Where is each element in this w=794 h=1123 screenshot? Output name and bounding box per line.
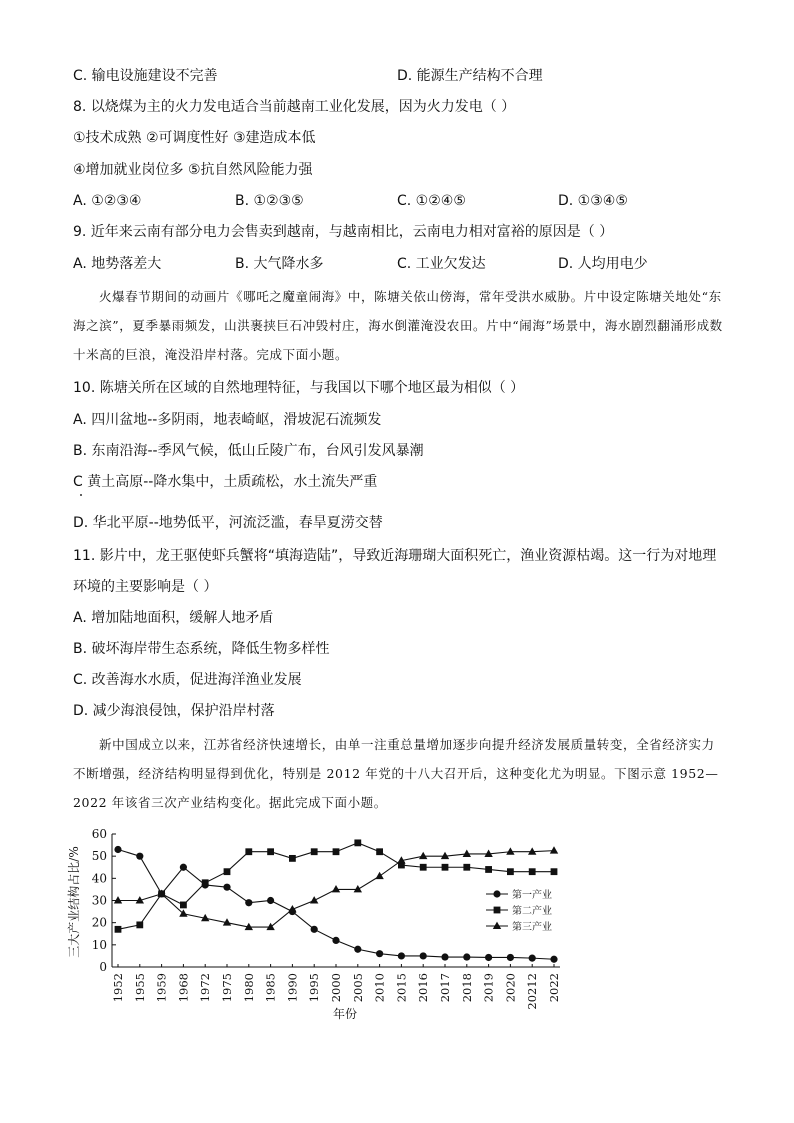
series-2-point [507, 868, 514, 875]
series-1-point [398, 952, 405, 959]
series-2-point [463, 864, 470, 871]
series-3-point [375, 872, 383, 879]
series-1-point [267, 897, 274, 904]
x-tick-label: 2017 [438, 973, 452, 1003]
legend-marker [494, 907, 501, 914]
q10-option-a: A. 四川盆地--多阴雨，地表崎岖，滑坡泥石流频发 [73, 412, 382, 428]
x-tick-label: 2005 [350, 973, 365, 1003]
x-tick-label: 1955 [132, 973, 147, 1003]
q8-option-b: B. ①②③⑤ [235, 193, 304, 209]
series-3-point [354, 885, 362, 892]
series-1-point [332, 937, 339, 944]
series-3-point [419, 852, 427, 859]
question-8-items-2: ④增加就业岗位多 ⑤抗自然风险能力强 [73, 162, 313, 178]
series-2-point [245, 848, 252, 855]
x-tick-label: 2020 [503, 973, 518, 1003]
series-1-point [529, 955, 536, 962]
q9-option-b: B. 大气降水多 [235, 256, 324, 272]
y-tick-label: 60 [91, 827, 107, 841]
series-2-point [376, 848, 383, 855]
x-tick-label: 1959 [154, 973, 169, 1003]
y-tick-label: 20 [91, 915, 107, 930]
series-1-point [550, 956, 557, 963]
series-3-point [310, 896, 318, 903]
y-tick-label: 40 [91, 871, 107, 886]
q9-option-d: D. 人均用电少 [558, 256, 648, 272]
x-tick-label: 1985 [263, 973, 278, 1003]
legend-marker [493, 922, 501, 929]
question-10: 10. 陈塘关所在区域的自然地理特征，与我国以下哪个地区最为相似（ ） [73, 380, 525, 396]
x-tick-label: 2019 [481, 973, 496, 1003]
x-tick-label: 1980 [241, 973, 256, 1003]
x-tick-label: 2016 [416, 973, 431, 1003]
series-3-point [463, 850, 471, 857]
x-tick-label: 1972 [198, 973, 213, 1003]
q11-option-d: D. 减少海浪侵蚀，保护沿岸村落 [73, 703, 275, 719]
x-tick-label: 1990 [285, 973, 300, 1003]
series-2-point [289, 855, 296, 862]
q9-option-c: C. 工业欠发达 [397, 256, 486, 272]
passage-jiangsu: 新中国成立以来，江苏省经济快速增长，由单一注重总量增加逐步向提升经济发展质量转变，全省经济实力不断增强，经济结构明显得到优化，特别是 2012 年党的十八大召开后，这种变化尤为明显。下图示意 1952—2022 年该省三次产业结构变化。据此完成下面小题。 [73, 737, 719, 810]
question-11: 11. 影片中，龙王驱使虾兵蟹将“填海造陆”，导致近海珊瑚大面积死亡，渔业资源枯竭。这一行为对地理 [73, 548, 717, 564]
series-2-point [442, 864, 449, 871]
x-tick-label: 2015 [394, 973, 409, 1003]
series-2-point [115, 926, 122, 933]
series-3-point [114, 896, 122, 903]
series-2-point [420, 864, 427, 871]
series-2-point [311, 848, 318, 855]
q8-option-a: A. ①②③④ [73, 193, 142, 209]
q9-option-a: A. 地势落差大 [73, 256, 162, 272]
chart-ylabel: 三大产业结构占比/% [67, 846, 81, 958]
series-2-point [180, 902, 187, 909]
series-3-point [506, 847, 514, 854]
passage-nezha: 火爆春节期间的动画片《哪吒之魔童闹海》中，陈塘关依山傍海，常年受洪水威胁。片中设定陈塘关地处“东海之滨”，夏季暴雨频发，山洪裹挟巨石冲毁村庄，海水倒灌淹没农田。片中“闹海”场景中，海水剧烈翻涌形成数十米高的巨浪，淹没沿岸村落。完成下面小题。 [73, 289, 723, 362]
q11-option-c: C. 改善海水水质，促进海洋渔业发展 [73, 672, 302, 688]
series-1-point [114, 846, 121, 853]
series-3-point [550, 846, 558, 853]
series-2-point [333, 848, 340, 855]
x-tick-label: 1952 [111, 973, 125, 1003]
legend-label: 第三产业 [512, 922, 552, 933]
q10-option-d: D. 华北平原--地势低平，河流泛滥，春旱夏涝交替 [73, 515, 383, 531]
series-1-point [223, 884, 230, 891]
series-1-point [507, 954, 514, 961]
y-tick-label: 50 [91, 849, 107, 864]
question-8-items-1: ①技术成熟 ②可调度性好 ③建造成本低 [73, 130, 316, 146]
x-tick-label: 2022 [547, 973, 561, 1003]
series-1-point [441, 953, 448, 960]
series-1-point [420, 952, 427, 959]
series-2-point [529, 868, 536, 875]
stray-dot [80, 494, 82, 496]
series-2-point [267, 848, 274, 855]
series-1-point [485, 954, 492, 961]
chart-xlabel: 年份 [332, 1007, 358, 1021]
series-1-point [245, 899, 252, 906]
y-tick-label: 30 [91, 893, 107, 908]
x-tick-label: 1995 [307, 973, 322, 1003]
series-2-point [485, 866, 492, 873]
x-tick-label: 1975 [220, 973, 234, 1003]
x-tick-label: 2018 [459, 973, 474, 1003]
question-8: 8. 以烧煤为主的火力发电适合当前越南工业化发展，因为火力发电（ ） [73, 99, 516, 115]
q11-option-a: A. 增加陆地面积，缓解人地矛盾 [73, 610, 274, 626]
legend-marker [493, 890, 500, 897]
series-3-point [332, 885, 340, 892]
q11-option-b: B. 破坏海岸带生态系统，降低生物多样性 [73, 641, 330, 657]
series-1-point [136, 853, 143, 860]
x-tick-label: 20212 [525, 973, 540, 1010]
series-2-point [551, 868, 558, 875]
q10-option-c: C 黄土高原--降水集中，土质疏松，水土流失严重 [73, 474, 378, 490]
industry-structure-chart [62, 822, 572, 1022]
series-1-point [354, 946, 361, 953]
legend-label: 第二产业 [512, 906, 552, 917]
series-2-point [354, 839, 361, 846]
question-9: 9. 近年来云南有部分电力会售卖到越南，与越南相比，云南电力相对富裕的原因是（ ） [73, 224, 614, 240]
q7-option-d: D. 能源生产结构不合理 [397, 68, 543, 84]
series-2-point [202, 879, 209, 886]
series-1-point [311, 926, 318, 933]
question-11-cont: 环境的主要影响是（ ） [73, 579, 218, 595]
x-tick-label: 1968 [176, 973, 191, 1003]
series-1-point [180, 864, 187, 871]
series-2-point [224, 868, 231, 875]
q7-option-c: C. 输电设施建设不完善 [73, 68, 218, 84]
q8-option-d: D. ①③④⑤ [558, 193, 628, 209]
y-tick-label: 10 [91, 937, 107, 952]
y-tick-label: 0 [99, 960, 107, 974]
series-2-point [136, 921, 143, 928]
series-1-point [376, 950, 383, 957]
x-tick-label: 2010 [372, 973, 387, 1003]
series-3-point [266, 923, 274, 930]
q10-option-b: B. 东南沿海--季风气候，低山丘陵广布，台风引发风暴潮 [73, 443, 424, 459]
q8-option-c: C. ①②④⑤ [397, 193, 466, 209]
x-tick-label: 2000 [329, 973, 343, 1003]
legend-label: 第一产业 [512, 890, 552, 901]
series-1-point [463, 953, 470, 960]
